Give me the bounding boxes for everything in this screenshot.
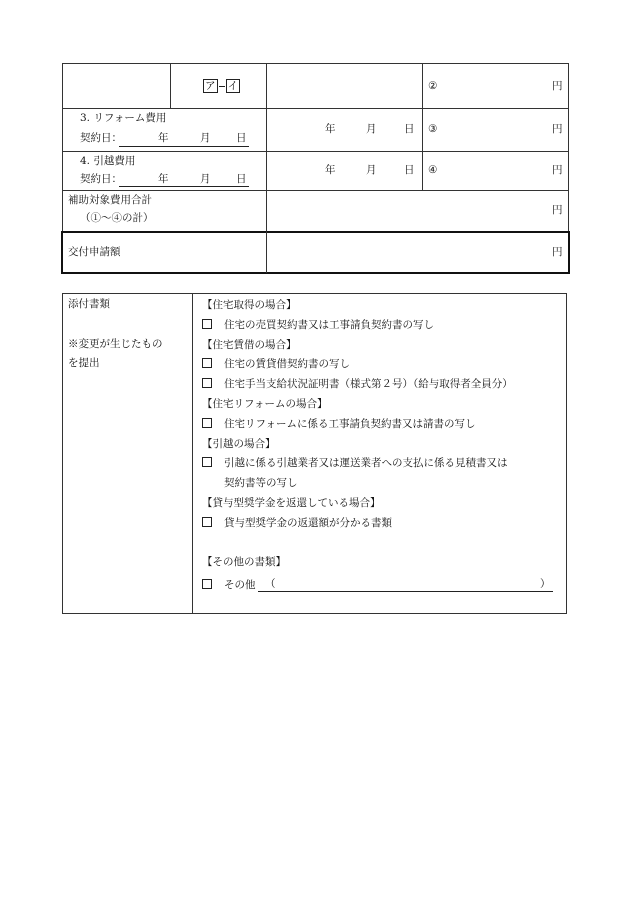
document-category-heading bbox=[202, 298, 297, 312]
date-month-unit: 月 bbox=[366, 164, 377, 176]
document-checklist-item bbox=[202, 377, 513, 391]
table-line bbox=[62, 63, 63, 231]
category-heading-text: 【住宅取得の場合】 bbox=[202, 299, 297, 311]
table-line bbox=[62, 293, 63, 613]
category-heading-text: 【貸与型奨学金を返還している場合】 bbox=[202, 497, 381, 509]
table-line bbox=[62, 613, 567, 614]
document-checklist-item bbox=[202, 357, 350, 371]
box-i: イ bbox=[227, 80, 238, 92]
contract-date-underline bbox=[119, 186, 249, 187]
contract-day-unit: 日 bbox=[236, 132, 247, 144]
document-checklist-item bbox=[202, 417, 475, 431]
contract-date-label: 契約日： bbox=[80, 132, 122, 144]
table-line bbox=[62, 293, 567, 294]
yen-unit: 円 bbox=[552, 123, 563, 135]
document-checklist-item-continued bbox=[224, 476, 298, 490]
document-category-heading bbox=[202, 496, 381, 510]
date-month-unit: 月 bbox=[366, 123, 377, 135]
category-heading-text: 【その他の書類】 bbox=[202, 556, 286, 568]
other-label: その他 bbox=[224, 579, 256, 591]
subsidy-total-label: 補助対象費用合計 bbox=[68, 194, 152, 206]
checklist-item-text: 貸与型奨学金の返還額が分かる書類 bbox=[224, 517, 392, 529]
other-open-paren: （ bbox=[265, 578, 276, 590]
yen-unit: 円 bbox=[552, 80, 563, 92]
category-heading-text: 【住宅リフォームの場合】 bbox=[202, 398, 328, 410]
yen-unit: 円 bbox=[552, 164, 563, 176]
attachments-title: 添付書類 bbox=[68, 298, 110, 310]
document-category-heading bbox=[202, 338, 297, 352]
contract-date-underline bbox=[119, 146, 249, 147]
contract-day-unit: 日 bbox=[236, 173, 247, 185]
subsidy-total-sub: （①～④の計） bbox=[80, 212, 154, 224]
contract-date-label: 契約日： bbox=[80, 173, 122, 185]
table-line bbox=[62, 231, 570, 233]
table-line bbox=[62, 108, 569, 109]
checkbox[interactable] bbox=[202, 457, 212, 467]
document-checklist-item bbox=[202, 318, 434, 332]
table-line bbox=[61, 231, 63, 274]
table-line bbox=[568, 63, 569, 231]
contract-year-unit: 年 bbox=[158, 173, 169, 185]
checkbox[interactable] bbox=[202, 517, 212, 527]
document-checklist-item bbox=[202, 516, 392, 530]
checklist-item-text: 住宅の賃貸借契約書の写し bbox=[224, 358, 350, 370]
checklist-item-text: 契約書等の写し bbox=[224, 477, 298, 489]
document-category-heading bbox=[202, 397, 327, 411]
checklist-item-text: 住宅手当支給状況証明書（様式第２号）（給与取得者全員分） bbox=[224, 378, 513, 390]
date-day-unit: 日 bbox=[404, 123, 415, 135]
table-line bbox=[192, 293, 193, 613]
category-heading-text: 【住宅賃借の場合】 bbox=[202, 339, 297, 351]
table-line bbox=[62, 151, 569, 152]
table-line bbox=[566, 293, 567, 613]
yen-unit: 円 bbox=[552, 204, 563, 216]
date-year-unit: 年 bbox=[325, 123, 336, 135]
moving-cost-label: 4. 引越費用 bbox=[80, 155, 136, 167]
category-heading-text: 【引越の場合】 bbox=[202, 438, 276, 450]
table-line bbox=[568, 231, 570, 274]
checkbox[interactable] bbox=[202, 358, 212, 368]
reform-cost-label: 3. リフォーム費用 bbox=[80, 112, 167, 124]
contract-year-unit: 年 bbox=[158, 132, 169, 144]
checkbox[interactable] bbox=[202, 418, 212, 428]
checklist-item-text: 住宅の売買契約書又は工事請負契約書の写し bbox=[224, 319, 434, 331]
other-close-paren: ） bbox=[540, 578, 551, 590]
box-a: ア bbox=[205, 80, 216, 92]
contract-month-unit: 月 bbox=[200, 173, 211, 185]
circle-4: ④ bbox=[428, 164, 438, 176]
document-category-heading bbox=[202, 437, 276, 451]
checkbox[interactable] bbox=[202, 579, 212, 589]
yen-unit: 円 bbox=[552, 246, 563, 258]
document-checklist-item bbox=[202, 456, 508, 470]
date-day-unit: 日 bbox=[404, 164, 415, 176]
document-category-heading bbox=[202, 555, 286, 569]
table-line bbox=[266, 63, 267, 273]
table-line bbox=[170, 63, 171, 108]
circle-2: ② bbox=[428, 80, 438, 92]
table-line bbox=[62, 190, 569, 191]
change-note: を提出 bbox=[68, 357, 100, 369]
table-line bbox=[62, 63, 569, 64]
arrangement-formula bbox=[203, 79, 240, 93]
checkbox[interactable] bbox=[202, 378, 212, 388]
checklist-item-text: 住宅リフォームに係る工事請負契約書又は請書の写し bbox=[224, 418, 476, 430]
circle-3: ③ bbox=[428, 123, 438, 135]
change-note: ※変更が生じたもの bbox=[68, 338, 163, 350]
table-line bbox=[62, 272, 570, 274]
contract-month-unit: 月 bbox=[200, 132, 211, 144]
minus-sign bbox=[219, 86, 225, 87]
date-year-unit: 年 bbox=[325, 164, 336, 176]
application-amount-label: 交付申請額 bbox=[68, 246, 121, 258]
other-documents-item bbox=[202, 578, 256, 592]
checkbox[interactable] bbox=[202, 319, 212, 329]
table-line bbox=[422, 63, 423, 190]
checklist-item-text: 引越に係る引越業者又は運送業者への支払に係る見積書又は bbox=[224, 457, 508, 469]
other-input-line[interactable] bbox=[258, 591, 553, 592]
